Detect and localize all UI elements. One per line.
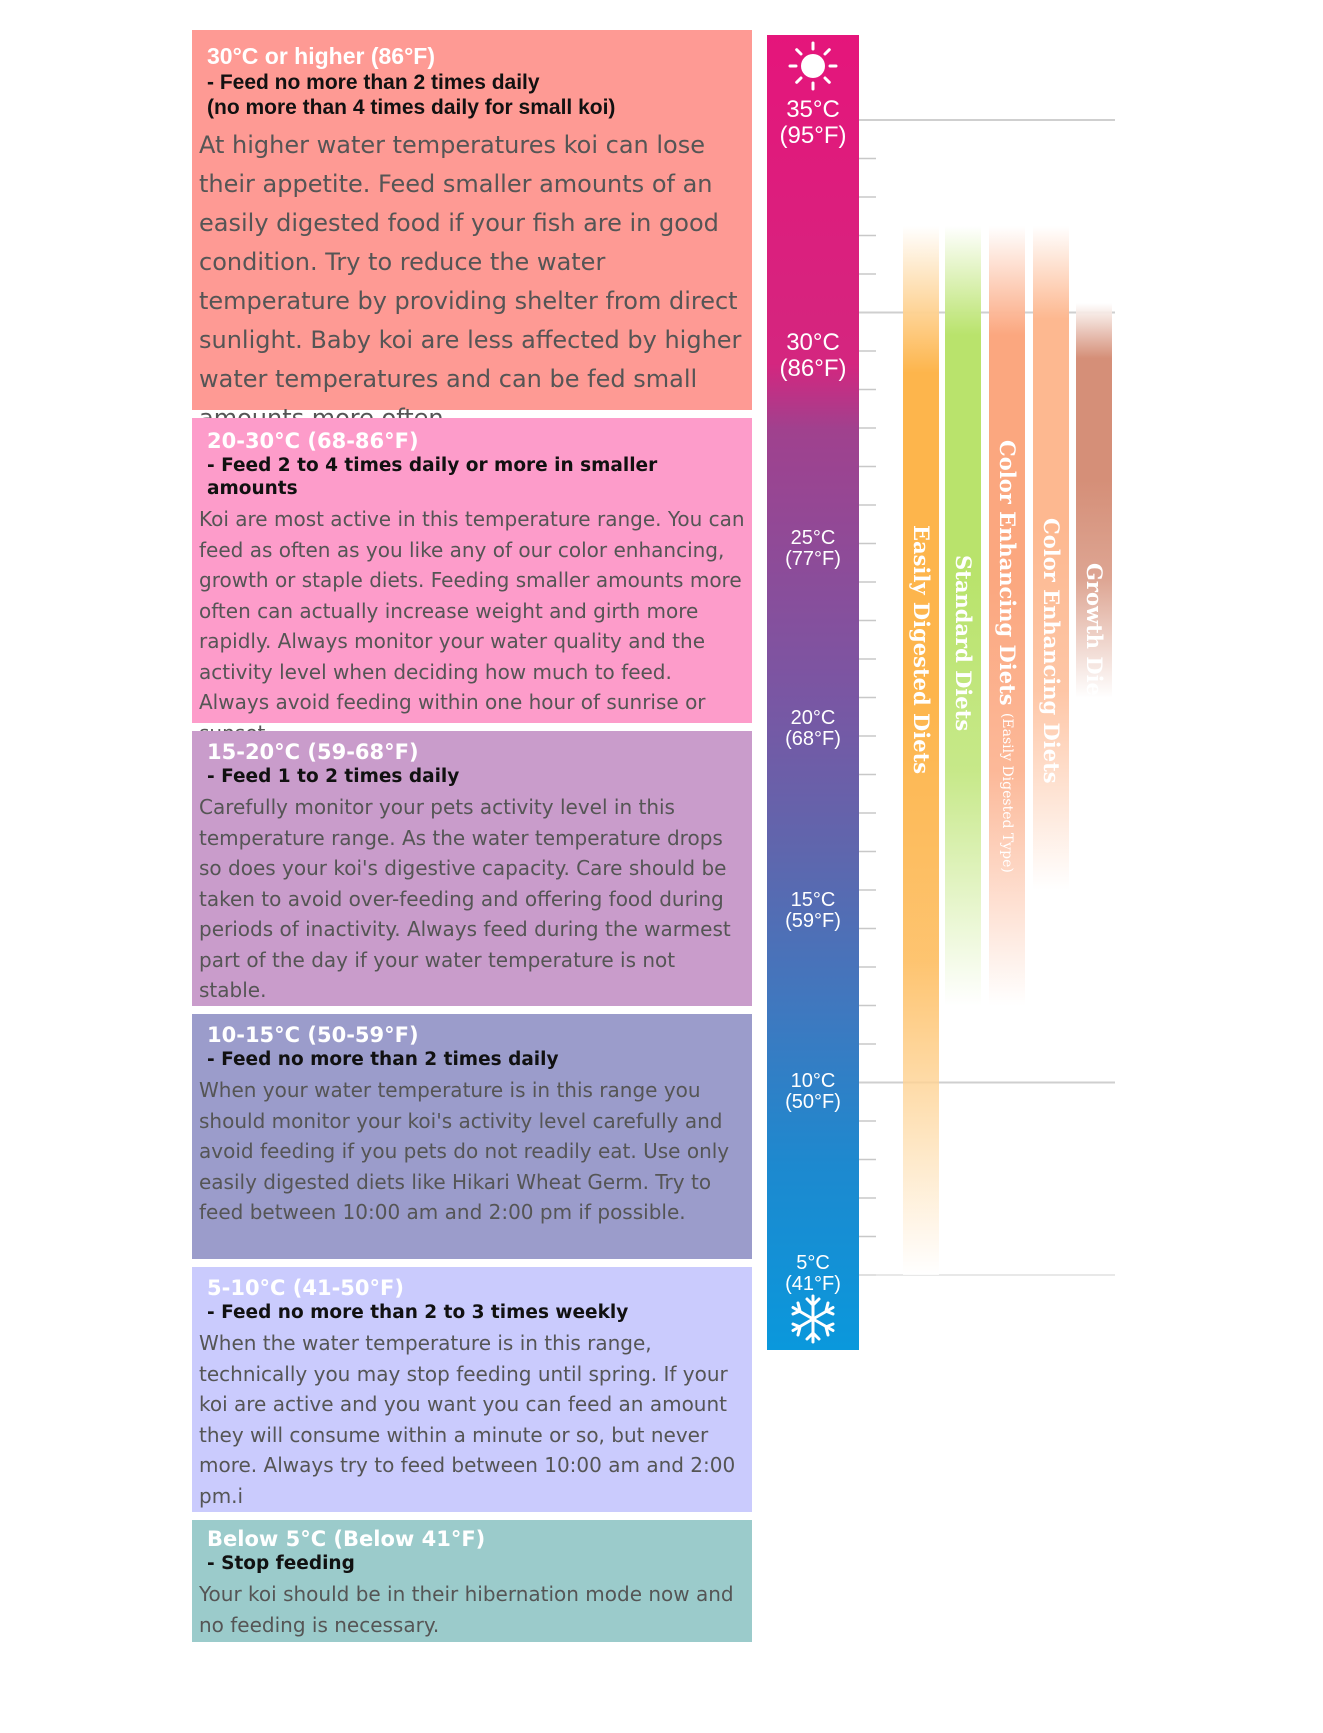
panel-body: When the water temperature is in this range, technically you may stop feeding until spring. If your koi are active and you want you can feed an amount they will consume within a minute or so, but never more. Always try to feed between 10:00 am and 2:00 pm.i [199, 1331, 736, 1508]
panel-instruction: - Feed no more than 2 to 3 times weekly [207, 1302, 629, 1323]
gauge-celsius: 30°C [786, 329, 840, 356]
diet-label-text: Growth Diets [1082, 563, 1107, 718]
gauge-celsius: 35°C [786, 96, 840, 123]
panel-title: 15-20°C (59-68°F) [207, 740, 419, 764]
panel-title: 5-10°C (41-50°F) [207, 1276, 404, 1300]
panel-instruction: - Feed no more than 2 times daily (no more than 4 times daily for small koi) [207, 71, 616, 119]
panel-instruction: - Stop feeding [207, 1553, 355, 1574]
diet-label-growth [1082, 563, 1107, 717]
gauge-fahrenheit: (59°F) [785, 910, 841, 932]
gauge-celsius: 15°C [790, 889, 836, 911]
diet-label-subtext: (Easily Digested Type) [999, 712, 1015, 873]
diet-label-color-enhancing-easily-digested [995, 440, 1020, 873]
gauge-fahrenheit: (68°F) [785, 728, 841, 750]
panel-title: Below 5°C (Below 41°F) [207, 1527, 486, 1551]
diet-label-text: Color Enhancing Diets [995, 440, 1020, 713]
panel-title: 20-30°C (68-86°F) [207, 429, 419, 453]
panel-body: When your water temperature is in this range you should monitor your koi's activity level carefully and avoid feeding if you pets do not readily eat. Use only easily digested diets like Hikari Wheat Germ. Try to feed between 10:00 am and 2:00 pm if possible. [199, 1078, 730, 1224]
diet-label-standard [951, 555, 976, 731]
panel-title: 10-15°C (50-59°F) [207, 1023, 419, 1047]
gauge-celsius: 20°C [790, 707, 836, 729]
diet-label-text: Easily Digested Diets [909, 525, 934, 775]
gauge-fahrenheit: (41°F) [785, 1273, 841, 1295]
diet-label-text: Color Enhancing Diets [1039, 518, 1064, 784]
gauge-fahrenheit: (86°F) [779, 355, 847, 382]
panel-instruction: - Feed 2 to 4 times daily or more in smaller amounts [207, 455, 658, 499]
gauge-fahrenheit: (50°F) [785, 1091, 841, 1113]
gauge-celsius: 5°C [796, 1252, 830, 1274]
panel-instruction: - Feed 1 to 2 times daily [207, 766, 460, 787]
panel-title: 30°C or higher (86°F) [207, 43, 435, 69]
diet-label-text: Standard Diets [951, 555, 976, 732]
diet-label-easily-digested [909, 525, 934, 774]
gauge-celsius: 10°C [790, 1070, 836, 1092]
panel-body: Carefully monitor your pets activity level in this temperature range. As the water temperature drops so does your koi's digestive capacity. Care should be taken to avoid over-feeding and offering food during periods of inactivity. Always feed during the warmest part of the day if your water temperature is not stable. [199, 795, 731, 1002]
gauge-celsius: 25°C [790, 527, 836, 549]
gauge-fahrenheit: (77°F) [785, 548, 841, 570]
gauge-fahrenheit: (95°F) [779, 122, 847, 149]
panel-body: At higher water temperatures koi can lose their appetite. Feed smaller amounts of an easily digested food if your fish are in good condition. Try to reduce the water temperature by providing shelter from direct sunlight. Baby koi are less affected by higher water temperatures and can be fed small [199, 131, 742, 393]
panel-instruction: - Feed no more than 2 times daily [207, 1049, 559, 1070]
diet-label-color-enhancing [1039, 518, 1064, 784]
panel-body: Koi are most active in this temperature range. You can feed as often as you like any of our color enhancing, growth or staple diets. Feeding smaller amounts more often can actually increase weight and girth more rapidly. Always monitor your water quality and the activity level when deciding how much to feed. Always avoid feeding within one hour of sunrise or [199, 507, 745, 714]
panel-body: Your koi should be in their hibernation mode now and no feeding is necessary. [199, 1582, 734, 1637]
